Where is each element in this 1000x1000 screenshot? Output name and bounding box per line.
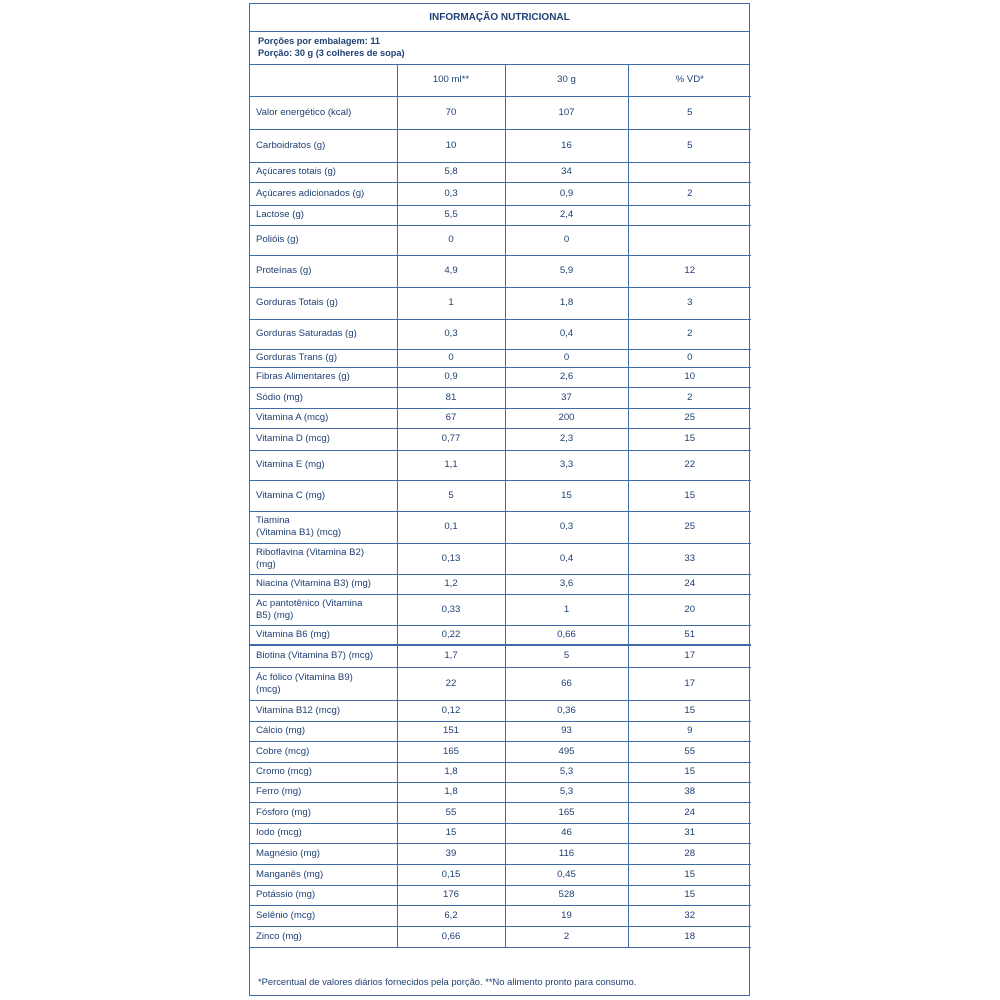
value-per-100ml: 0,9 [397,367,505,387]
value-per-100ml: 22 [397,667,505,700]
value-per-portion: 19 [505,905,628,926]
value-per-portion: 93 [505,721,628,741]
value-per-portion: 2,3 [505,428,628,450]
value-daily-percent: 25 [628,511,751,543]
nutrient-name: Iodo (mcg) [250,823,397,843]
nutrient-name: Ferro (mg) [250,782,397,802]
value-per-100ml: 6,2 [397,905,505,926]
value-daily-percent: 0 [628,349,751,367]
table-row [250,129,751,162]
value-per-portion: 200 [505,408,628,428]
value-per-100ml: 1,2 [397,574,505,594]
value-per-portion: 0 [505,349,628,367]
value-daily-percent: 24 [628,574,751,594]
table-row [250,96,751,129]
value-per-100ml: 70 [397,96,505,129]
value-per-portion: 3,3 [505,450,628,480]
value-per-100ml: 15 [397,823,505,843]
column-header-per-100ml: 100 ml** [397,65,505,96]
table-row [250,741,751,762]
value-daily-percent: 33 [628,543,751,574]
value-per-100ml: 176 [397,885,505,905]
nutrient-name: Vitamina B6 (mg) [250,625,397,645]
value-per-100ml: 0 [397,349,505,367]
value-per-100ml: 10 [397,129,505,162]
value-per-100ml: 151 [397,721,505,741]
table-row [250,782,751,802]
value-per-100ml: 1,8 [397,782,505,802]
nutrient-name: Selênio (mcg) [250,905,397,926]
value-per-100ml: 0,77 [397,428,505,450]
value-per-100ml: 81 [397,387,505,408]
value-per-100ml: 0,13 [397,543,505,574]
servings-per-package: Porções por embalagem: 11 [258,36,381,46]
nutrient-name: Fósforo (mg) [250,802,397,823]
nutrition-table [250,65,751,948]
table-row [250,802,751,823]
value-daily-percent: 5 [628,129,751,162]
value-per-portion: 0,66 [505,625,628,645]
nutrient-name: Vitamina E (mg) [250,450,397,480]
column-header-daily-value: % VD* [628,65,751,96]
table-row [250,162,751,182]
table-row [250,225,751,255]
value-per-100ml: 1 [397,287,505,319]
table-row [250,367,751,387]
value-daily-percent: 17 [628,645,751,667]
value-per-100ml: 165 [397,741,505,762]
table-title: INFORMAÇÃO NUTRICIONAL [250,4,749,32]
nutrient-name: Sódio (mg) [250,387,397,408]
value-per-portion: 495 [505,741,628,762]
nutrient-name: Manganês (mg) [250,864,397,885]
table-row [250,287,751,319]
value-daily-percent: 17 [628,667,751,700]
value-daily-percent: 2 [628,182,751,205]
table-row [250,511,751,543]
table-row [250,625,751,645]
table-row [250,823,751,843]
value-daily-percent: 24 [628,802,751,823]
value-per-100ml: 0,22 [397,625,505,645]
table-row [250,428,751,450]
value-daily-percent: 22 [628,450,751,480]
nutrient-name: Magnésio (mg) [250,843,397,864]
footnote: *Percentual de valores diários fornecidos pela porção. **No alimento pronto para consumo. [258,976,637,987]
value-per-portion: 116 [505,843,628,864]
value-per-portion: 66 [505,667,628,700]
value-daily-percent: 12 [628,255,751,287]
value-daily-percent: 15 [628,428,751,450]
value-daily-percent: 15 [628,762,751,782]
value-per-100ml: 1,1 [397,450,505,480]
nutrient-name: Polióis (g) [250,225,397,255]
value-per-portion: 1 [505,594,628,625]
value-per-portion: 0,45 [505,864,628,885]
column-header-per-portion: 30 g [505,65,628,96]
value-per-portion: 15 [505,480,628,511]
nutrient-name: Valor energético (kcal) [250,96,397,129]
value-per-portion: 107 [505,96,628,129]
table-row [250,885,751,905]
value-per-100ml: 55 [397,802,505,823]
nutrient-name: Biotina (Vitamina B7) (mcg) [250,645,397,667]
column-header-row [250,65,751,96]
table-row [250,843,751,864]
table-row [250,864,751,885]
table-row [250,667,751,700]
value-daily-percent: 5 [628,96,751,129]
nutrient-name: Cobre (mcg) [250,741,397,762]
value-daily-percent: 55 [628,741,751,762]
nutrient-name: Niacina (Vitamina B3) (mg) [250,574,397,594]
nutrient-name: Zinco (mg) [250,926,397,947]
table-row [250,905,751,926]
table-row [250,543,751,574]
value-per-portion: 1,8 [505,287,628,319]
nutrient-name: Açúcares adicionados (g) [250,182,397,205]
value-per-100ml: 0,12 [397,700,505,721]
value-per-portion: 34 [505,162,628,182]
table-row [250,349,751,367]
column-header-nutrient [250,65,397,96]
table-row [250,574,751,594]
nutrient-name: Carboidratos (g) [250,129,397,162]
table-row [250,319,751,349]
value-daily-percent: 25 [628,408,751,428]
value-per-100ml: 5,8 [397,162,505,182]
value-daily-percent [628,205,751,225]
nutrient-name: Açúcares totais (g) [250,162,397,182]
value-per-portion: 5,3 [505,782,628,802]
nutrient-name: Potássio (mg) [250,885,397,905]
table-row [250,594,751,625]
value-per-portion: 3,6 [505,574,628,594]
value-per-portion: 0 [505,225,628,255]
value-daily-percent: 18 [628,926,751,947]
value-per-portion: 0,4 [505,543,628,574]
table-row [250,387,751,408]
nutrient-name: Vitamina A (mcg) [250,408,397,428]
nutrient-name: Lactose (g) [250,205,397,225]
value-daily-percent [628,162,751,182]
value-daily-percent: 28 [628,843,751,864]
nutrient-name: Tiamina (Vitamina B1) (mcg) [250,511,397,543]
nutrient-name: Vitamina D (mcg) [250,428,397,450]
table-row [250,255,751,287]
value-per-100ml: 1,8 [397,762,505,782]
value-per-100ml: 0,33 [397,594,505,625]
table-row [250,926,751,947]
table-row [250,182,751,205]
value-daily-percent: 32 [628,905,751,926]
value-per-100ml: 0,1 [397,511,505,543]
table-row [250,700,751,721]
nutrient-name: Gorduras Trans (g) [250,349,397,367]
value-per-portion: 37 [505,387,628,408]
value-per-portion: 5,9 [505,255,628,287]
nutrient-name: Ac pantotênico (Vitamina B5) (mg) [250,594,397,625]
value-daily-percent: 20 [628,594,751,625]
table-row [250,762,751,782]
value-per-portion: 0,36 [505,700,628,721]
value-per-100ml: 5 [397,480,505,511]
value-per-100ml: 0,3 [397,319,505,349]
value-per-100ml: 4,9 [397,255,505,287]
value-daily-percent: 3 [628,287,751,319]
portion-size: Porção: 30 g (3 colheres de sopa) [258,48,405,58]
value-daily-percent [628,225,751,255]
value-per-100ml: 0,66 [397,926,505,947]
table-row [250,645,751,667]
value-per-100ml: 0,15 [397,864,505,885]
value-per-portion: 2,4 [505,205,628,225]
value-per-portion: 0,4 [505,319,628,349]
nutrient-name: Ác fólico (Vitamina B9) (mcg) [250,667,397,700]
value-per-100ml: 1,7 [397,645,505,667]
nutrient-name: Fibras Alimentares (g) [250,367,397,387]
nutrient-name: Cromo (mcg) [250,762,397,782]
value-daily-percent: 10 [628,367,751,387]
table-row [250,205,751,225]
value-per-portion: 2 [505,926,628,947]
value-per-portion: 2,6 [505,367,628,387]
value-daily-percent: 9 [628,721,751,741]
nutrient-name: Gorduras Saturadas (g) [250,319,397,349]
value-per-100ml: 5,5 [397,205,505,225]
value-per-portion: 16 [505,129,628,162]
table-row [250,450,751,480]
nutrient-name: Cálcio (mg) [250,721,397,741]
value-per-100ml: 39 [397,843,505,864]
value-daily-percent: 15 [628,864,751,885]
value-daily-percent: 15 [628,700,751,721]
value-per-100ml: 67 [397,408,505,428]
value-daily-percent: 15 [628,480,751,511]
value-daily-percent: 31 [628,823,751,843]
value-per-portion: 0,9 [505,182,628,205]
value-per-100ml: 0,3 [397,182,505,205]
nutrition-facts-panel [249,3,750,996]
value-per-portion: 5,3 [505,762,628,782]
value-per-portion: 0,3 [505,511,628,543]
nutrient-name: Vitamina B12 (mcg) [250,700,397,721]
nutrient-name: Vitamina C (mg) [250,480,397,511]
value-daily-percent: 2 [628,387,751,408]
value-per-portion: 46 [505,823,628,843]
table-row [250,480,751,511]
value-per-portion: 528 [505,885,628,905]
value-per-portion: 165 [505,802,628,823]
nutrient-name: Gorduras Totais (g) [250,287,397,319]
nutrient-name: Proteínas (g) [250,255,397,287]
table-row [250,408,751,428]
value-daily-percent: 38 [628,782,751,802]
table-row [250,721,751,741]
nutrient-name: Riboflavina (Vitamina B2) (mg) [250,543,397,574]
value-daily-percent: 2 [628,319,751,349]
value-daily-percent: 51 [628,625,751,645]
value-daily-percent: 15 [628,885,751,905]
value-per-100ml: 0 [397,225,505,255]
serving-info [250,32,749,65]
value-per-portion: 5 [505,645,628,667]
